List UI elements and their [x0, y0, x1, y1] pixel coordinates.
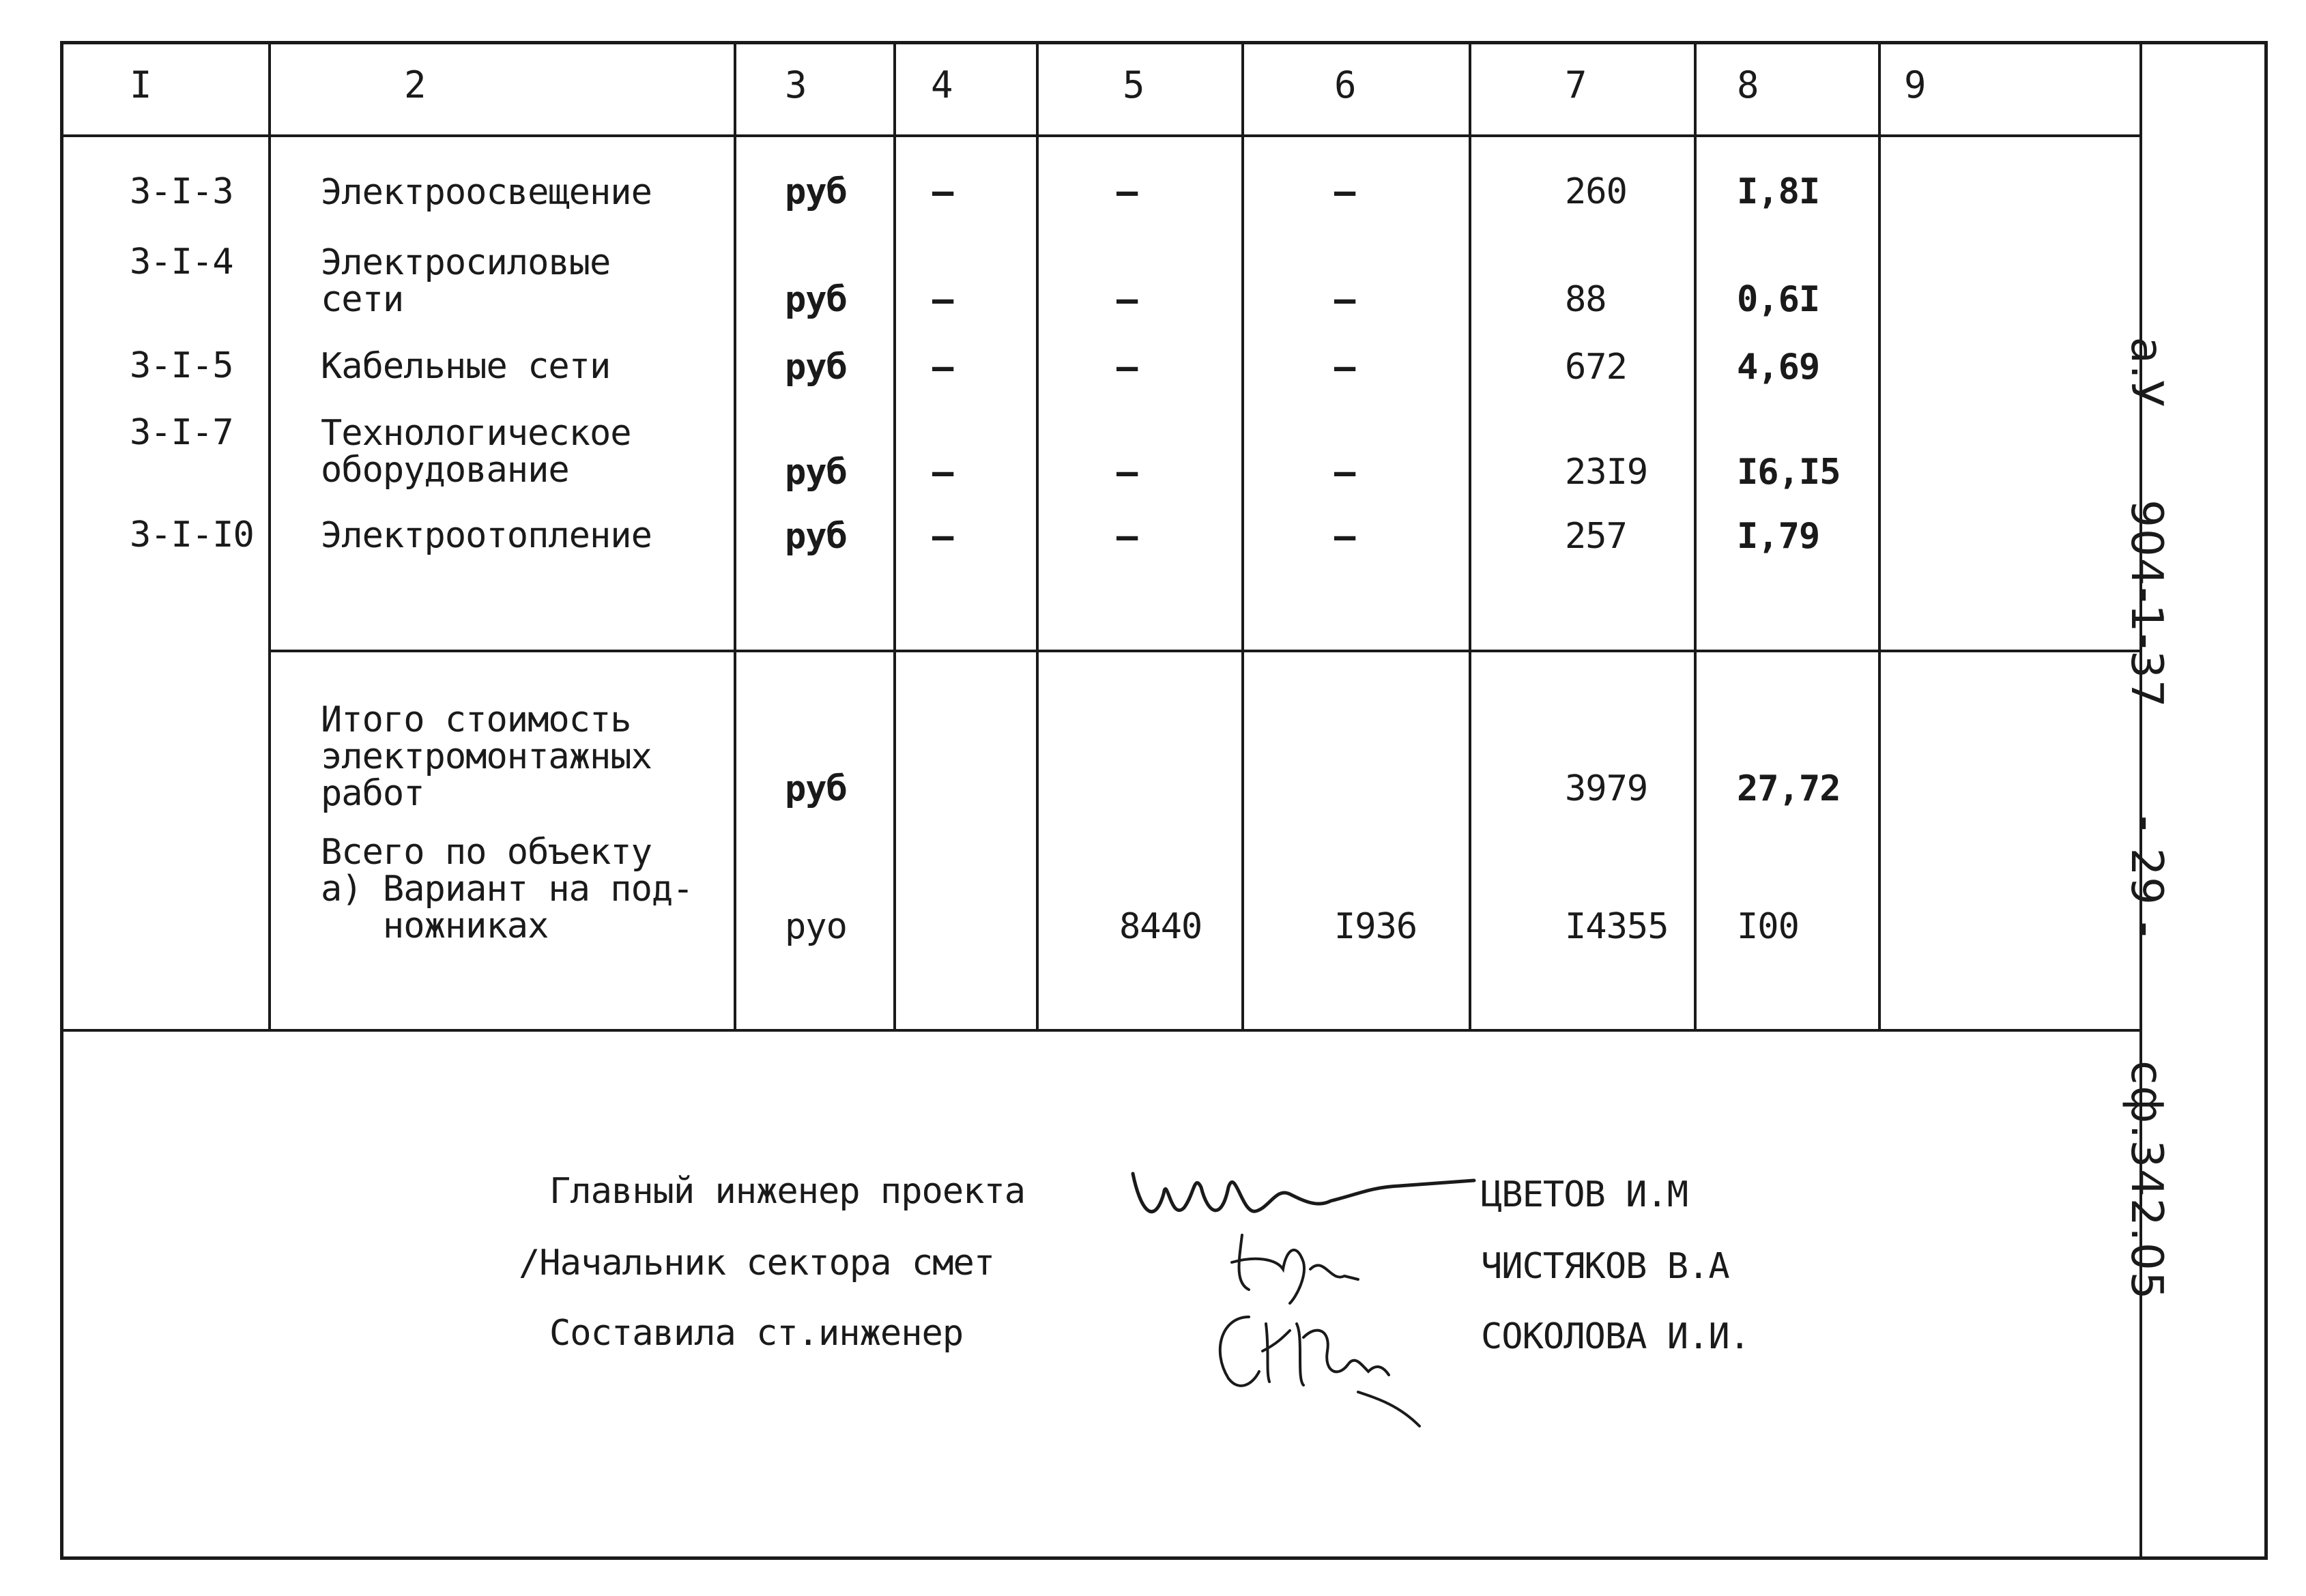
row-4-c5: – [1116, 452, 1138, 493]
signature-person-1: ЦВЕТОВ И.М [1481, 1174, 1688, 1215]
header-col-3: 3 [785, 63, 807, 106]
side-stamp: а.У 904-1-37 - 29 - сф.342.05 [2121, 336, 2172, 1301]
row-4-c6: – [1334, 452, 1355, 493]
row-3-c4: – [932, 347, 953, 388]
header-col-2: 2 [404, 63, 426, 106]
row-1-c4: – [932, 171, 953, 212]
total-1-unit: руб [785, 768, 847, 809]
col-sep-7 [1694, 41, 1697, 1030]
col-sep-5 [1241, 41, 1244, 1030]
row-2-c5: – [1116, 279, 1138, 320]
header-col-1: I [130, 63, 152, 106]
row-1-name: Электроосвещение [321, 172, 652, 213]
row-2-c7: 88 [1565, 279, 1606, 320]
totals-line [268, 650, 2139, 652]
row-3-c8: 4,69 [1737, 347, 1820, 388]
signature-person-2: ЧИСТЯКОВ В.А [1481, 1246, 1729, 1287]
row-5-c5: – [1116, 516, 1138, 557]
row-3-unit: руб [785, 347, 847, 388]
total-1-c7: 3979 [1565, 768, 1648, 809]
signature-role-2: /Начальник сектора смет [519, 1243, 995, 1283]
row-3-c5: – [1116, 347, 1138, 388]
row-4-name: Технологическое оборудование [321, 413, 631, 491]
row-2-name: Электросиловые сети [321, 242, 611, 320]
row-3-name: Кабельные сети [321, 346, 611, 387]
row-5-c7: 257 [1565, 516, 1627, 557]
row-5-code: 3-I-I0 [130, 514, 254, 555]
col-sep-1 [268, 41, 271, 1030]
total-2-unit: руо [785, 906, 847, 947]
row-2-c4: – [932, 279, 953, 320]
row-2-unit: руб [785, 279, 847, 320]
header-col-4: 4 [931, 63, 953, 106]
row-4-c8: I6,I5 [1737, 452, 1841, 493]
header-line [60, 134, 2139, 137]
row-4-unit: руб [785, 452, 847, 493]
total-2-c8: I00 [1737, 906, 1799, 947]
col-sep-6 [1469, 41, 1471, 1030]
row-1-c6: – [1334, 171, 1355, 212]
row-2-code: 3-I-4 [130, 242, 233, 282]
total-2-c6: I936 [1334, 906, 1417, 947]
row-3-c6: – [1334, 347, 1355, 388]
row-3-code: 3-I-5 [130, 345, 233, 386]
row-5-unit: руб [785, 516, 847, 557]
header-col-5: 5 [1123, 63, 1144, 106]
col-sep-2 [734, 41, 736, 1030]
table-bottom-line [60, 1029, 2139, 1032]
row-2-c6: – [1334, 279, 1355, 320]
total-2-c5: 8440 [1119, 906, 1202, 947]
row-4-code: 3-I-7 [130, 412, 233, 453]
total-1-c8: 27,72 [1737, 768, 1841, 809]
col-sep-4 [1036, 41, 1039, 1030]
row-1-code: 3-I-3 [130, 171, 233, 212]
row-2-c8: 0,6I [1737, 279, 1820, 320]
header-col-7: 7 [1565, 63, 1587, 106]
row-1-c5: – [1116, 171, 1138, 212]
row-5-name: Электроотопление [321, 515, 652, 556]
signature-mark-3 [1201, 1296, 1447, 1447]
total-1-name: Итого стоимость электромонтажных работ [321, 699, 652, 814]
row-1-c8: I,8I [1737, 171, 1820, 212]
signature-role-1: Главный инженер проекта [549, 1171, 1026, 1212]
row-1-unit: руб [785, 171, 847, 212]
col-sep-8 [1878, 41, 1881, 1030]
header-col-6: 6 [1334, 63, 1356, 106]
total-2-name: Всего по объекту а) Вариант на под- ножниках [321, 832, 693, 946]
row-5-c6: – [1334, 516, 1355, 557]
row-5-c8: I,79 [1737, 516, 1820, 557]
row-4-c7: 23I9 [1565, 452, 1648, 493]
row-5-c4: – [932, 516, 953, 557]
signature-person-3: СОКОЛОВА И.И. [1481, 1316, 1750, 1357]
row-1-c7: 260 [1565, 171, 1627, 212]
header-col-9: 9 [1904, 63, 1926, 106]
signature-role-3: Составила ст.инженер [549, 1313, 964, 1354]
row-4-c4: – [932, 452, 953, 493]
total-2-c7: I4355 [1565, 906, 1669, 947]
col-sep-3 [893, 41, 896, 1030]
header-col-8: 8 [1737, 63, 1759, 106]
row-3-c7: 672 [1565, 347, 1627, 388]
